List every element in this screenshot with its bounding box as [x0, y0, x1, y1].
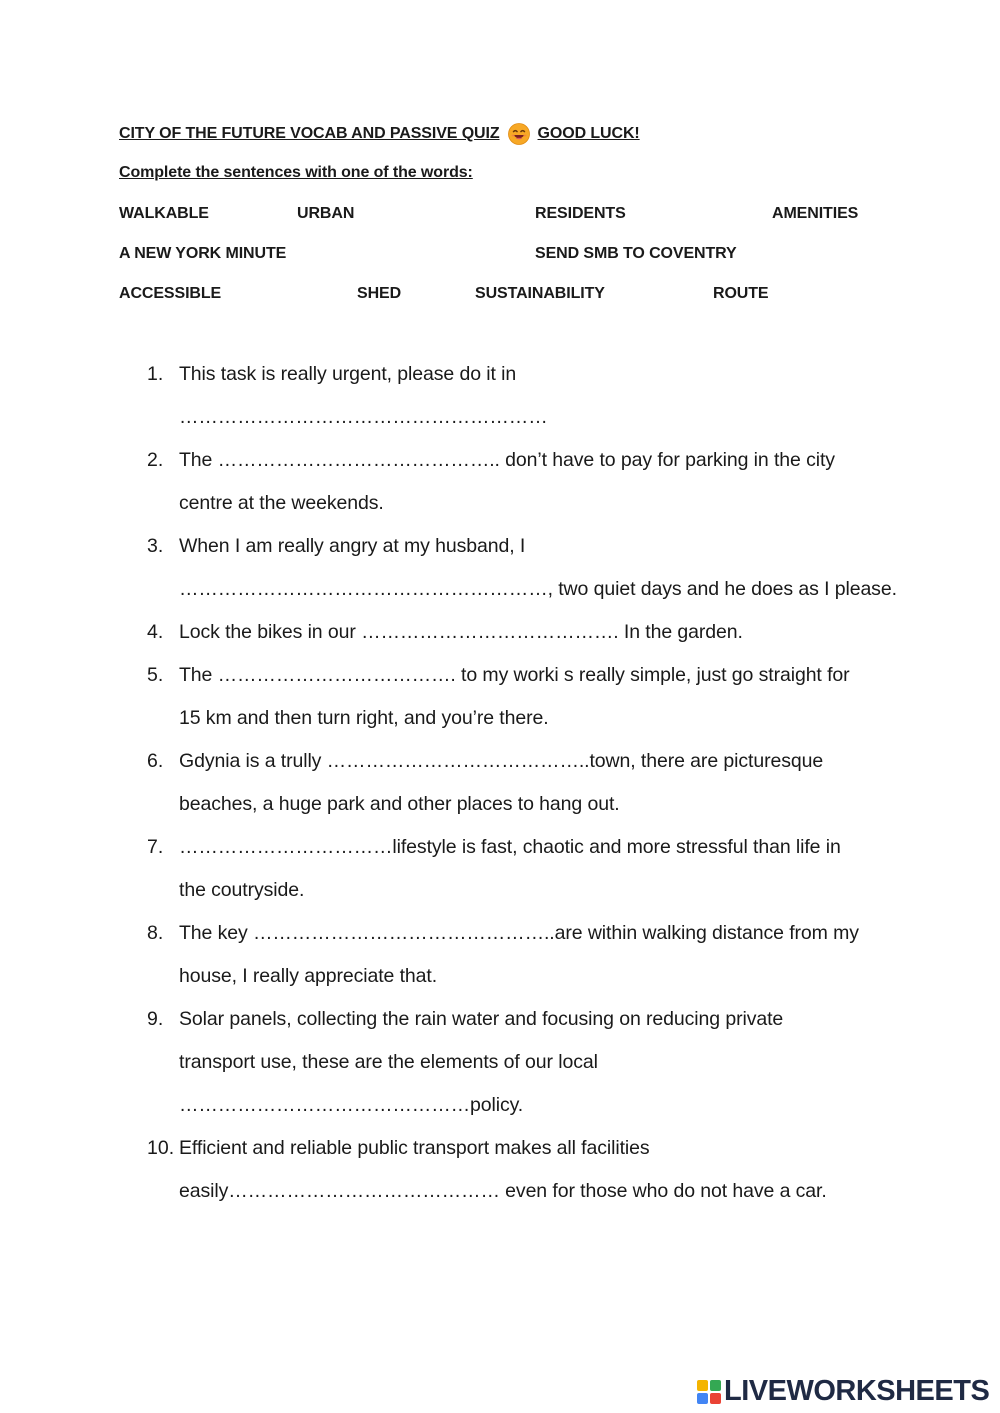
word-a-new-york-minute: A NEW YORK MINUTE: [119, 245, 287, 262]
question-line: Solar panels, collecting the rain water and focusing on reducing private: [179, 1008, 784, 1030]
word-residents: RESIDENTS: [535, 205, 626, 222]
question-line: When I am really angry at my husband, I: [179, 535, 526, 557]
question-number: 6.: [147, 750, 164, 772]
quiz-title-text: CITY OF THE FUTURE VOCAB AND PASSIVE QUIZ: [119, 125, 500, 142]
liveworksheets-logo[interactable]: [697, 1377, 989, 1406]
question-number: 4.: [147, 621, 164, 643]
answer-blank[interactable]: …………………………………………………: [179, 406, 548, 428]
good-luck-text: GOOD LUCK!: [537, 125, 640, 142]
question-line[interactable]: The key ………………………………………..are within walking distance from my: [179, 922, 859, 944]
question-line: Efficient and reliable public transport makes all facilities: [179, 1137, 650, 1159]
logo-square-red: [710, 1393, 721, 1404]
word-send-smb-to-coventry: SEND SMB TO COVENTRY: [535, 245, 737, 262]
word-urban: URBAN: [297, 205, 355, 222]
question-line: This task is really urgent, please do it in: [179, 363, 517, 385]
logo-square-yellow: [697, 1380, 708, 1391]
question-line[interactable]: The ………………………………. to my worki s really simple, just go straight for: [179, 664, 850, 686]
quiz-title: [119, 123, 640, 145]
question-line[interactable]: Gdynia is a trully …………………………………..town, there are picturesque: [179, 750, 824, 772]
question-line: centre at the weekends.: [179, 492, 384, 514]
question-line: beaches, a huge park and other places to hang out.: [179, 793, 620, 815]
question-number: 10.: [147, 1137, 175, 1159]
question-number: 3.: [147, 535, 164, 557]
logo-square-blue: [697, 1393, 708, 1404]
question-number: 5.: [147, 664, 164, 686]
question-line[interactable]: ………………………………………policy.: [179, 1094, 524, 1116]
word-accessible: ACCESSIBLE: [119, 285, 222, 302]
question-line[interactable]: The …………………………………….. don’t have to pay for parking in the city: [179, 449, 835, 471]
question-line: house, I really appreciate that.: [179, 965, 438, 987]
instruction-text: Complete the sentences with one of the words:: [119, 164, 473, 181]
question-line[interactable]: …………………………………………………, two quiet days and he does as I please.: [179, 578, 897, 600]
question-line: transport use, these are the elements of our local: [179, 1051, 598, 1073]
question-number: 9.: [147, 1008, 164, 1030]
word-sustainability: SUSTAINABILITY: [475, 285, 605, 302]
logo-square-green: [710, 1380, 721, 1391]
question-number: 8.: [147, 922, 164, 944]
liveworksheets-logo-text: LIVEWORKSHEETS: [724, 1375, 990, 1407]
question-number: 2.: [147, 449, 164, 471]
liveworksheets-logo-icon: [697, 1380, 721, 1404]
question-line[interactable]: easily…………………………………… even for those who do not have a car.: [179, 1180, 827, 1202]
question-line: 15 km and then turn right, and you’re there.: [179, 707, 549, 729]
question-number: 7.: [147, 836, 164, 858]
question-line[interactable]: ……………………………lifestyle is fast, chaotic and more stressful than life in: [179, 836, 841, 858]
question-line: the coutryside.: [179, 879, 305, 901]
word-shed: SHED: [357, 285, 402, 302]
word-amenities: AMENITIES: [772, 205, 859, 222]
word-walkable: WALKABLE: [119, 205, 209, 222]
smiling-face-icon: [508, 123, 530, 145]
word-route: ROUTE: [713, 285, 769, 302]
question-line[interactable]: Lock the bikes in our …………………………………. In the garden.: [179, 621, 743, 643]
question-number: 1.: [147, 363, 164, 385]
